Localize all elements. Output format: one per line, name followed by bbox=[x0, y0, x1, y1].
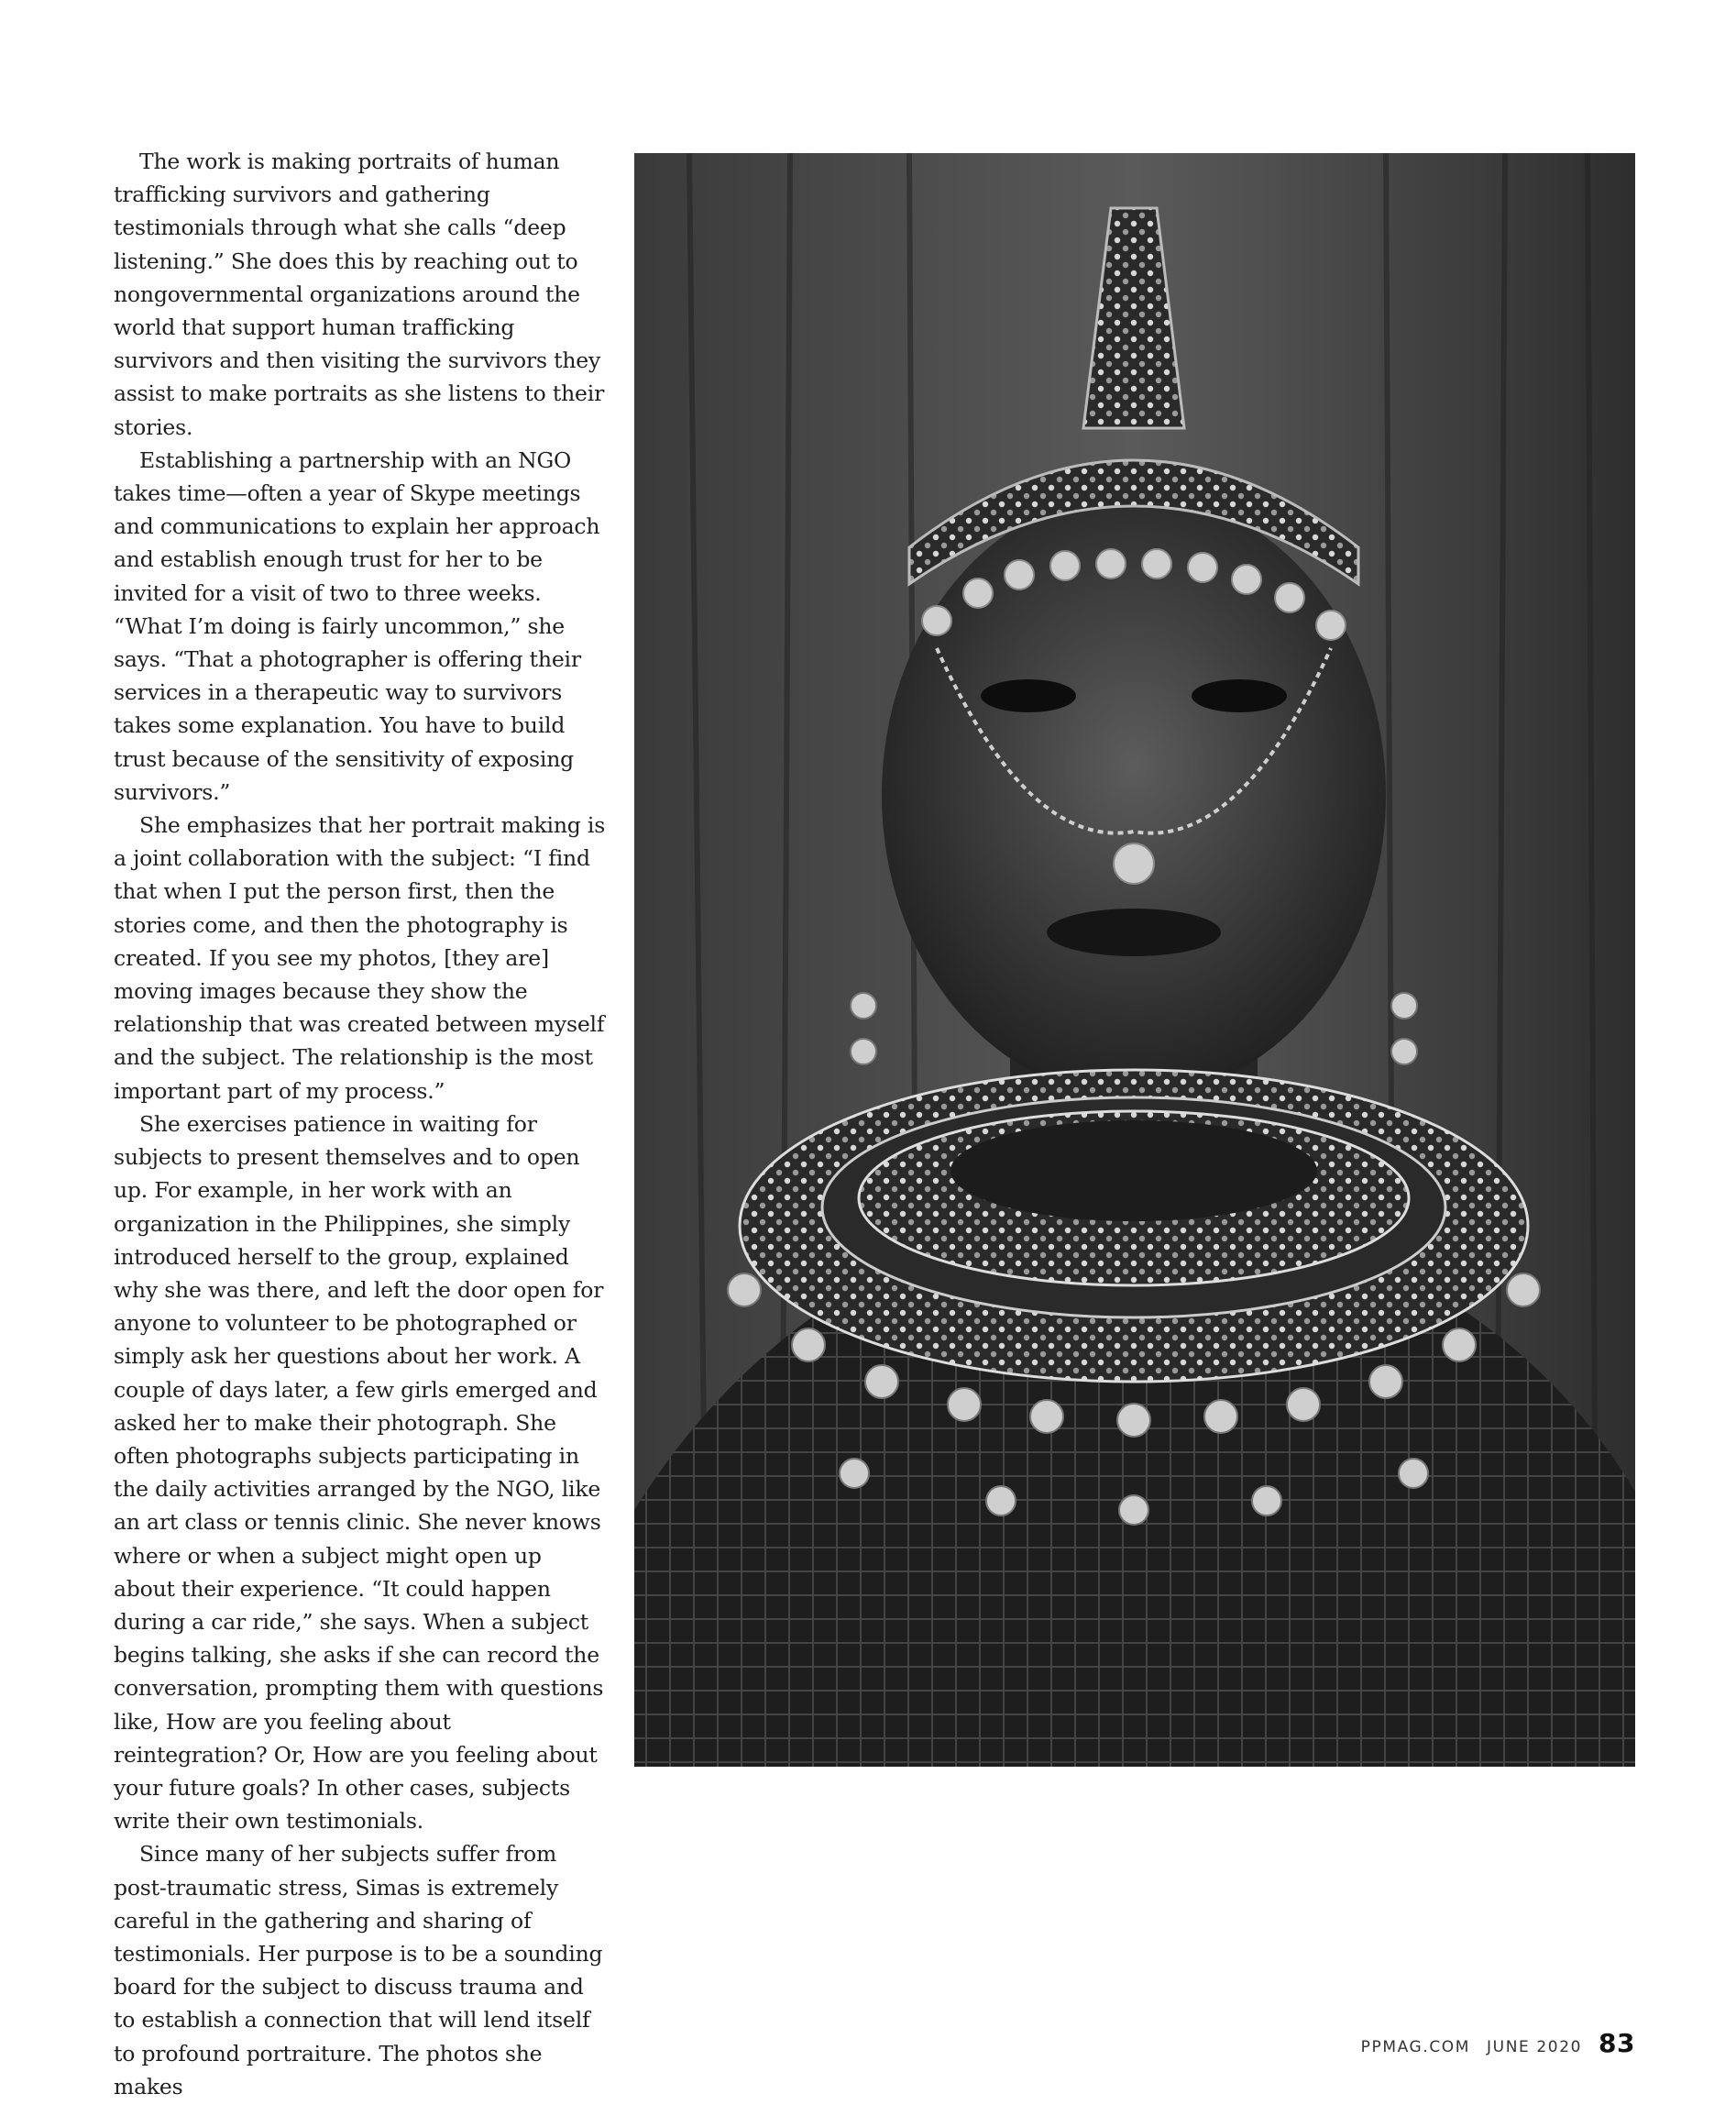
paragraph: Since many of her subjects suffer from post-traumatic stress, Simas is extremely careful in the gathering and sharing of testimonials. Her purpose is to be a sounding board for the subject to discuss trauma and to establish a connection that will lend itself to profound portraiture. The photos she makes bbox=[114, 1841, 603, 2099]
paragraph: She emphasizes that her portrait making is a joint collaboration with the subject: “I find that when I put the person first, then the stories come, and then the photography is created. If you see my photos, [they are] moving images because they show the relationship that was created between myself and the subject. The relationship is the most important part of my process.” bbox=[114, 812, 606, 1104]
page-number: 83 bbox=[1599, 2028, 1635, 2058]
paragraph: Establishing a partnership with an NGO takes time—often a year of Skype meetings and communications to explain her approach and establish enough trust for her to be invited for a visit of two to three weeks. “What I’m doing is fairly uncommon,” she says. “That a photographer is offering their services in a therapeutic way to survivors takes some explanation. You have to build trust because of the sensitivity of exposing survivors.” bbox=[114, 446, 600, 805]
paragraph: She exercises patience in waiting for subjects to present themselves and to open up. For example, in her work with an organization in the Philippines, she simply introduced herself to the group, explained why she was there, and left the door open for anyone to volunteer to be photographed or simply ask her questions about her work. A couple of days later, a few girls emerged and asked her to make their photograph. She often photographs subjects participating in the daily activities arranged by the NGO, like an art class or tennis clinic. She never knows where or when a subject might open up about their experience. “It could happen during a car ride,” she says. When a subject begins talking, she asks if she can record the conversation, prompting them with questions like, How are you feeling about reintegration? Or, How are you feeling about your future goals? In other cases, subjects write their own testimonials. bbox=[114, 1110, 604, 1835]
paragraph: The work is making portraits of human trafficking survivors and gathering testimonials through what she calls “deep listening.” She does this by reaching out to nongovernmental organizations around the world that support human trafficking survivors and then visiting the survivors they assist to make portraits as she listens to their stories. bbox=[114, 149, 605, 440]
footer-issue-date: JUNE 2020 bbox=[1487, 2038, 1583, 2056]
portrait-photo bbox=[634, 153, 1635, 1767]
footer-site: PPMAG.COM bbox=[1360, 2038, 1471, 2056]
article-text-column bbox=[114, 145, 609, 2103]
page-footer bbox=[1361, 2028, 1635, 2061]
